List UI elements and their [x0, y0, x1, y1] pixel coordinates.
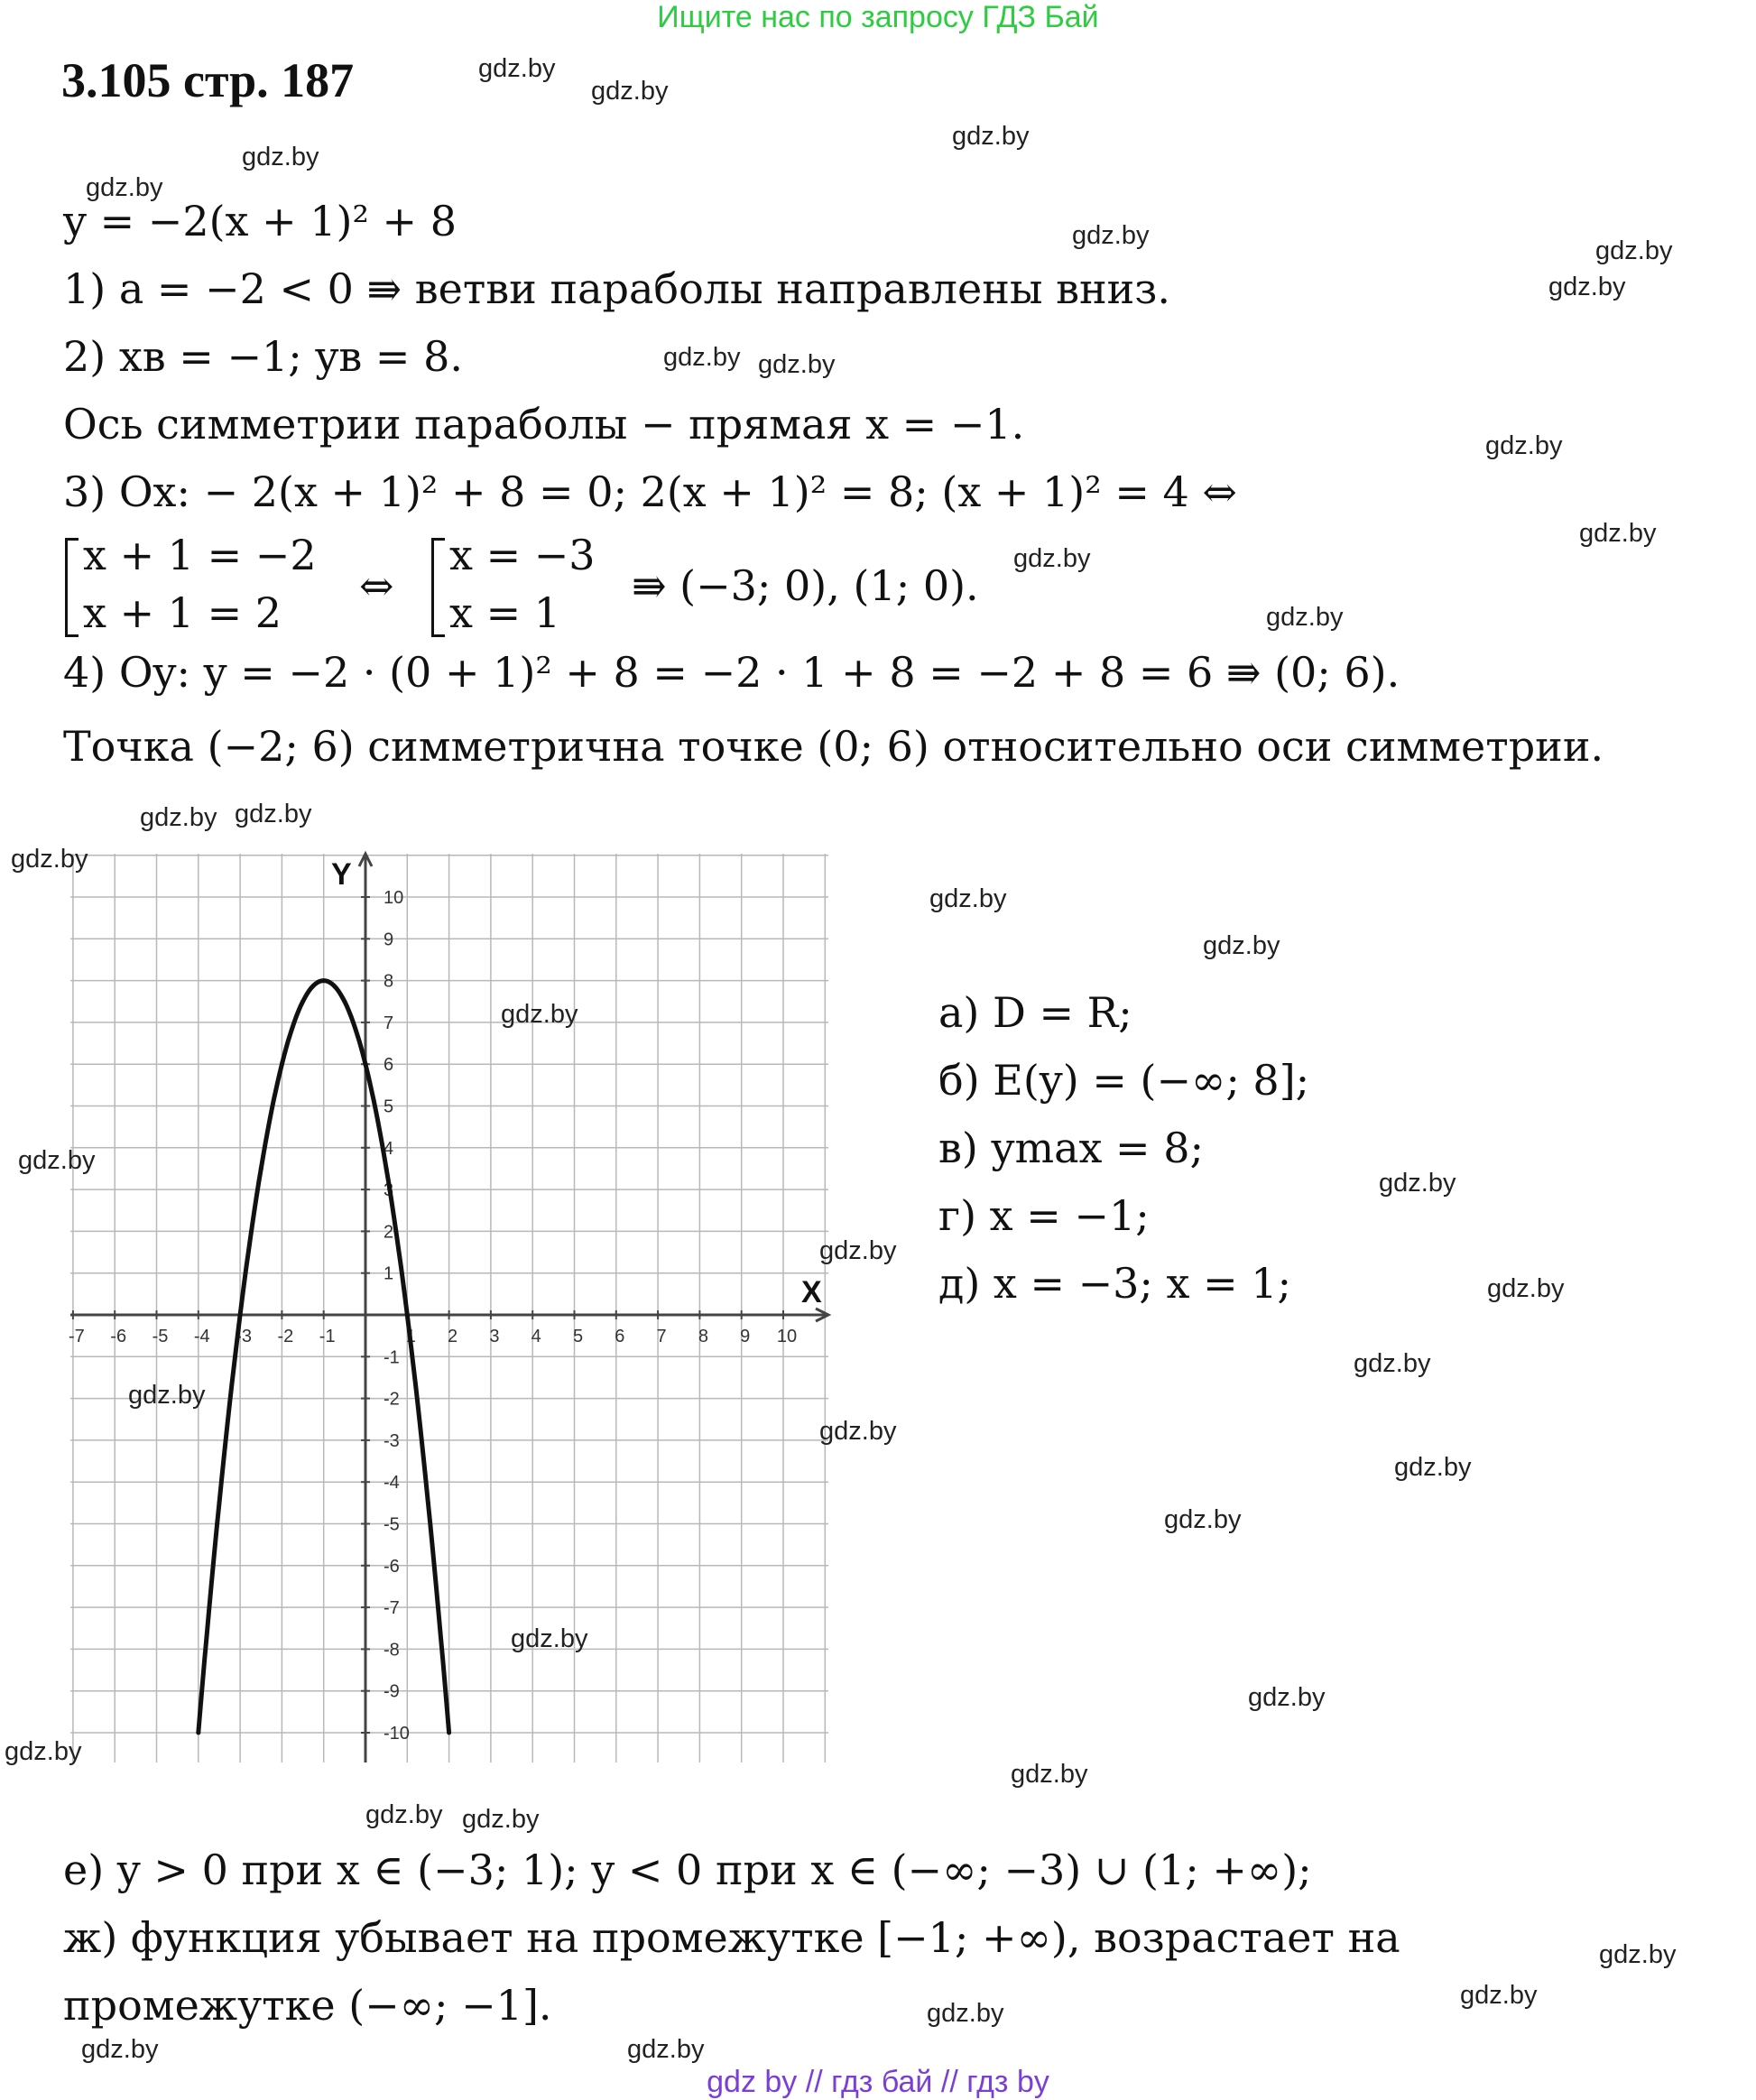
x-tick-label: -7: [69, 1327, 85, 1346]
watermark: gdz.by: [591, 77, 669, 106]
watermark: gdz.by: [365, 1800, 443, 1829]
symmetric-point-line: Точка (−2; 6) симметрична точке (0; 6) относительно оси симметрии.: [63, 722, 1604, 771]
y-tick-label: 9: [384, 930, 394, 950]
x-tick-label: 10: [776, 1327, 798, 1346]
x-tick-label: -3: [236, 1327, 252, 1346]
y-tick-label: -3: [384, 1430, 400, 1451]
curve-point: [405, 1313, 410, 1318]
watermark: gdz.by: [1599, 1940, 1677, 1969]
page-title: 3.105 стр. 187: [61, 53, 355, 107]
watermark: gdz.by: [140, 803, 217, 832]
watermark: gdz.by: [1248, 1683, 1326, 1712]
curve-point: [342, 999, 347, 1004]
watermark: gdz.by: [1354, 1349, 1431, 1378]
step-4: 4) Oy: y = −2 · (0 + 1)² + 8 = −2 · 1 + 8 = −2 + 8 = 6 ⇛ (0; 6).: [63, 648, 1400, 697]
watermark: gdz.by: [462, 1805, 540, 1834]
y-tick-label: -10: [384, 1724, 410, 1744]
x-tick-label: -6: [110, 1327, 127, 1346]
x-tick-label: 6: [615, 1327, 625, 1346]
answer-a: а) D = R;: [938, 988, 1132, 1037]
watermark: gdz.by: [663, 343, 741, 372]
watermark: gdz.by: [1595, 236, 1673, 265]
watermark: gdz.by: [81, 2035, 159, 2064]
watermark: gdz.by: [1203, 931, 1280, 960]
y-tick-label: 8: [384, 971, 394, 992]
step-2: 2) xв = −1; yв = 8.: [63, 332, 463, 381]
system-2-line-a: x = −3: [449, 531, 596, 579]
curve-point: [238, 1313, 243, 1318]
watermark: gdz.by: [11, 845, 88, 874]
watermark: gdz.by: [1379, 1169, 1456, 1198]
watermark: gdz.by: [1487, 1274, 1565, 1303]
y-tick-label: -2: [384, 1389, 400, 1410]
graph-grid: [70, 854, 828, 1762]
watermark: gdz.by: [86, 173, 163, 202]
y-tick-label: 1: [384, 1263, 394, 1284]
y-tick-label: -4: [384, 1473, 400, 1494]
x-tick-label: 5: [572, 1327, 584, 1346]
symmetry-axis-line: Ось симметрии параболы − прямая x = −1.: [63, 400, 1025, 449]
x-tick-label: -1: [319, 1327, 336, 1346]
watermark: gdz.by: [1011, 1760, 1088, 1789]
x-tick-label: -5: [152, 1327, 169, 1346]
y-tick-label: 5: [384, 1096, 394, 1117]
answer-d: д) x = −3; x = 1;: [938, 1259, 1292, 1308]
system-bracket-2: [431, 538, 445, 637]
x-tick-label: 9: [740, 1327, 751, 1346]
answer-zh-line-1: ж) функция убывает на промежутке [−1; +∞), возрастает на: [63, 1913, 1400, 1962]
curve-point: [447, 1731, 451, 1735]
equivalence-sign: ⇔: [359, 561, 394, 610]
watermark: gdz.by: [1164, 1505, 1242, 1534]
system-1-line-b: x + 1 = 2: [83, 588, 282, 637]
watermark: gdz.by: [1579, 519, 1657, 548]
system-2-line-b: x = 1: [449, 588, 560, 637]
system-1-line-a: x + 1 = −2: [83, 531, 317, 579]
x-tick-label: -2: [277, 1327, 294, 1346]
curve-point: [259, 1166, 263, 1170]
y-tick-label: 2: [384, 1222, 394, 1243]
watermark: gdz.by: [952, 122, 1030, 151]
step-3: 3) Ox: − 2(x + 1)² + 8 = 0; 2(x + 1)² = 8; (x + 1)² = 4 ⇔: [63, 467, 1237, 516]
watermark: gdz.by: [758, 350, 836, 379]
curve-point: [300, 999, 305, 1004]
watermark: gdz.by: [511, 1624, 588, 1653]
y-tick-label: -5: [384, 1514, 400, 1535]
x-tick-label: 1: [405, 1327, 416, 1346]
x-tick-label: 2: [448, 1327, 458, 1346]
x-tick-label: -4: [193, 1327, 210, 1346]
watermark: gdz.by: [128, 1381, 206, 1410]
answer-zh-line-2: промежутке (−∞; −1].: [63, 1981, 552, 2030]
watermark: gdz.by: [1266, 603, 1344, 632]
watermark: gdz.by: [1072, 221, 1150, 250]
watermark: gdz.by: [1460, 1981, 1538, 2010]
parabola-graph: [54, 846, 839, 1769]
watermark: gdz.by: [929, 884, 1007, 913]
watermark: gdz.by: [819, 1417, 897, 1446]
x-axis-label: X: [801, 1275, 822, 1309]
curve-point: [364, 1062, 368, 1067]
curve-point: [426, 1501, 430, 1505]
answer-g: г) x = −1;: [938, 1191, 1150, 1240]
roots-result: ⇛ (−3; 0), (1; 0).: [632, 561, 979, 610]
y-tick-label: -1: [384, 1347, 400, 1368]
watermark: gdz.by: [819, 1236, 897, 1265]
watermark: gdz.by: [18, 1146, 96, 1175]
curve-point: [217, 1501, 221, 1505]
curve-point: [196, 1731, 200, 1735]
watermark: gdz.by: [927, 1999, 1004, 2028]
x-tick-label: 3: [489, 1327, 500, 1346]
watermark: gdz.by: [478, 54, 556, 83]
y-tick-label: -6: [384, 1556, 400, 1577]
watermark: gdz.by: [1394, 1453, 1472, 1482]
y-tick-label: 4: [384, 1138, 394, 1159]
y-tick-label: 7: [384, 1013, 394, 1033]
curve-point: [280, 1062, 284, 1067]
y-tick-label: 10: [384, 888, 404, 908]
x-tick-label: 4: [531, 1327, 541, 1346]
y-tick-label: -8: [384, 1640, 400, 1661]
x-tick-label: 7: [656, 1327, 667, 1346]
footer-links: gdz by // гдз бай // гдз by: [707, 2065, 1049, 2099]
answer-v: в) ymax = 8;: [938, 1124, 1204, 1172]
y-tick-label: 6: [384, 1055, 394, 1076]
answer-b: б) E(y) = (−∞; 8];: [938, 1056, 1310, 1105]
watermark: gdz.by: [501, 1000, 578, 1029]
curve-point: [321, 978, 326, 983]
watermark: gdz.by: [627, 2035, 705, 2064]
watermark: gdz.by: [242, 143, 319, 171]
answer-e: е) y > 0 при x ∈ (−3; 1); y < 0 при x ∈ (−∞; −3) ∪ (1; +∞);: [63, 1846, 1312, 1894]
top-banner: Ищите нас по запросу ГДЗ Бай: [657, 0, 1099, 34]
curve-point: [384, 1166, 389, 1170]
y-tick-label: 3: [384, 1180, 394, 1201]
system-bracket-1: [65, 538, 79, 637]
y-axis-label: Y: [331, 857, 352, 892]
equation-line: y = −2(x + 1)² + 8: [63, 197, 457, 245]
x-tick-label: 8: [698, 1327, 708, 1346]
watermark: gdz.by: [1013, 544, 1091, 573]
y-tick-label: -9: [384, 1681, 400, 1702]
watermark: gdz.by: [1485, 431, 1563, 460]
step-1: 1) a = −2 < 0 ⇛ ветви параболы направлены вниз.: [63, 264, 1171, 313]
y-tick-label: -7: [384, 1598, 400, 1619]
watermark: gdz.by: [235, 800, 312, 828]
watermark: gdz.by: [5, 1737, 82, 1766]
watermark: gdz.by: [1548, 273, 1626, 301]
